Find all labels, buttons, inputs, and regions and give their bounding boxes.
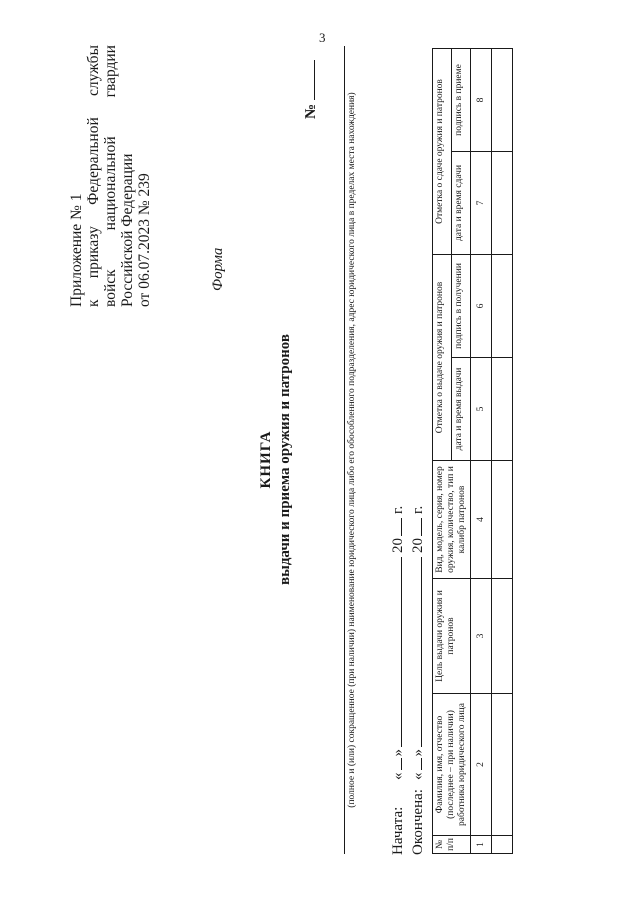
started-label: Начата: bbox=[390, 806, 406, 855]
appendix-word: службы bbox=[85, 45, 102, 96]
header-cell: Цель выдачи оружия и патронов bbox=[433, 579, 471, 694]
number-sign: № bbox=[303, 103, 319, 119]
appendix-line bbox=[85, 45, 102, 307]
table-cell bbox=[492, 461, 513, 579]
document-title: КНИГА bbox=[258, 430, 274, 489]
page-number: 3 bbox=[319, 30, 326, 45]
ledger-table bbox=[432, 48, 513, 854]
open-quote: « bbox=[410, 772, 426, 780]
close-quote: » bbox=[390, 749, 406, 757]
header-cell: Фамилия, имя, отчество (последнее – при наличии) работника юридического лица bbox=[433, 694, 471, 836]
month-blank bbox=[388, 557, 402, 747]
table-cell bbox=[492, 694, 513, 836]
appendix-header bbox=[68, 27, 153, 307]
appendix-word: национальной bbox=[102, 136, 119, 231]
empty-entry-row bbox=[492, 48, 513, 853]
document-subtitle: выдачи и приема оружия и патронов bbox=[277, 334, 293, 585]
form-label: Форма bbox=[210, 247, 226, 291]
appendix-word: Федеральной bbox=[85, 117, 102, 205]
table-cell bbox=[492, 254, 513, 357]
column-number: 8 bbox=[471, 48, 492, 151]
year-blank bbox=[408, 518, 422, 536]
century: 20 bbox=[410, 538, 426, 553]
appendix-word: гвардии bbox=[102, 45, 119, 98]
header-row bbox=[433, 48, 452, 853]
column-number-row bbox=[471, 48, 492, 853]
ended-date-row bbox=[408, 506, 428, 855]
table-cell bbox=[492, 358, 513, 461]
number-blank bbox=[300, 60, 315, 100]
day-blank bbox=[408, 759, 422, 771]
close-quote: » bbox=[410, 749, 426, 757]
header-cell: дата и время выдачи bbox=[452, 358, 471, 461]
year-suffix: г. bbox=[410, 505, 426, 514]
column-number: 7 bbox=[471, 151, 492, 254]
century: 20 bbox=[390, 538, 406, 553]
header-group-return: Отметка о сдаче оружия и патронов bbox=[433, 48, 452, 254]
day-blank bbox=[388, 759, 402, 771]
year-blank bbox=[388, 518, 402, 536]
header-cell: подпись в приеме bbox=[452, 48, 471, 151]
appendix-line: Приложение № 1 bbox=[68, 193, 85, 307]
started-date-row bbox=[388, 506, 408, 855]
header-cell: Вид, модель, серия, номер оружия, количество, тип и калибр патронов bbox=[433, 461, 471, 579]
column-number: 3 bbox=[471, 579, 492, 694]
column-number: 5 bbox=[471, 358, 492, 461]
header-cell: дата и время сдачи bbox=[452, 151, 471, 254]
header-cell: подпись в получении bbox=[452, 254, 471, 357]
ended-label: Окончена: bbox=[410, 789, 426, 855]
appendix-word: к bbox=[85, 299, 102, 307]
organization-caption: (полное и (или) сокращенное (при наличии) наименование юридического лица либо его обособленного подразделения, адрес юридического лица в пределах места нахождения) bbox=[344, 46, 358, 854]
table-cell bbox=[492, 48, 513, 151]
header-cell: № п/п bbox=[433, 836, 471, 854]
column-number: 6 bbox=[471, 254, 492, 357]
appendix-line bbox=[102, 45, 119, 307]
dates-block bbox=[388, 506, 428, 855]
appendix-line: от 06.07.2023 № 239 bbox=[136, 173, 153, 307]
open-quote: « bbox=[390, 772, 406, 780]
table-cell bbox=[492, 579, 513, 694]
month-blank bbox=[408, 557, 422, 747]
table-cell bbox=[492, 836, 513, 854]
column-number: 1 bbox=[471, 836, 492, 854]
table-cell bbox=[492, 151, 513, 254]
appendix-word: войск bbox=[102, 269, 119, 307]
header-group-issue: Отметка о выдаче оружия и патронов bbox=[433, 254, 452, 460]
appendix-line: Российской Федерации bbox=[119, 153, 136, 307]
book-number bbox=[300, 60, 320, 119]
appendix-word: приказу bbox=[85, 226, 102, 279]
column-number: 2 bbox=[471, 694, 492, 836]
column-number: 4 bbox=[471, 461, 492, 579]
year-suffix: г. bbox=[390, 505, 406, 514]
